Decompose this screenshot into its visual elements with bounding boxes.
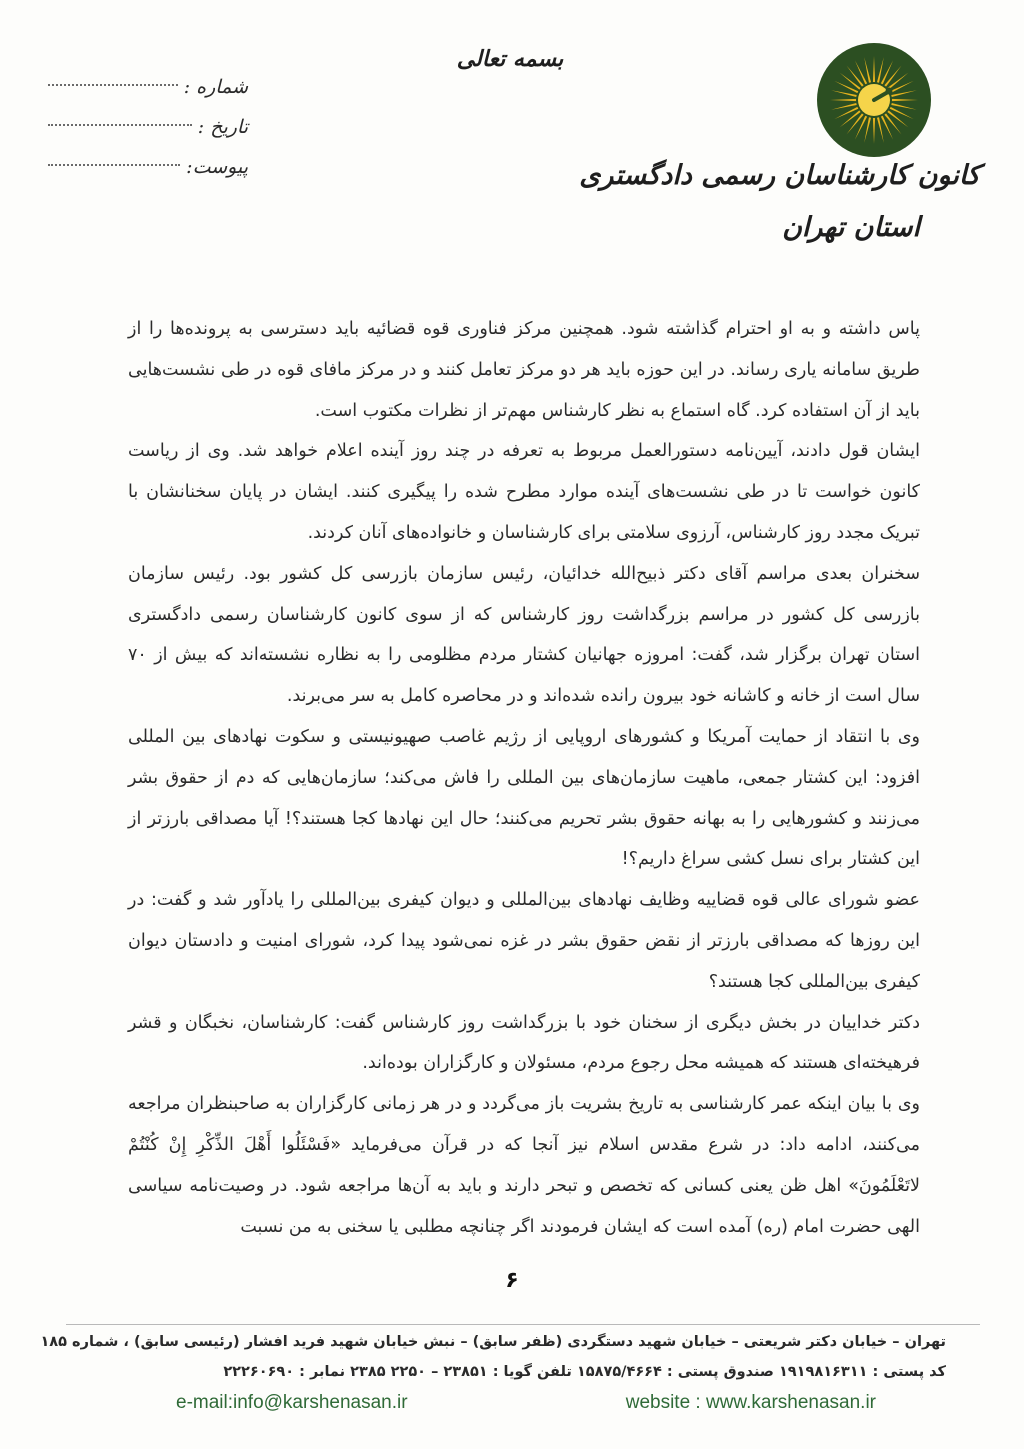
letter-body [128, 309, 920, 1247]
meta-date-row [48, 98, 248, 138]
meta-number-row [48, 58, 248, 98]
meta-number-label: شماره : [183, 76, 248, 98]
organization-branch: استان تهران [782, 212, 920, 243]
body-paragraph: عضو شورای عالی قوه قضاییه وظایف نهادهای بین‌المللی و دیوان کیفری بین‌المللی را یادآور شد و گفت: در این روزها که مصداقی بارزتر از نقض حقوق بشر در غزه نمی‌شود پیدا کرد، شورای امنیت و دادستان دیوان کیفری بین‌المللی کجا هستند؟ [128, 890, 920, 992]
body-paragraph: دکتر خداییان در بخش دیگری از سخنان خود با بزرگداشت روز کارشناس گفت: کارشناسان، نخبگان و قشر فرهیخته‌ای هستند که همیشه محل رجوع مردم، مسئولان و کارگزاران بوده‌اند. [128, 1012, 920, 1074]
body-paragraph: وی با انتقاد از حمایت آمریکا و کشورهای اروپایی از رژیم غاصب صهیونیستی و سکوت نهادهای بین المللی افزود: این کشتار جمعی، ماهیت سازمان‌های بین المللی را فاش می‌کند؛ سازمان‌هایی که دم از حقوق بشر می‌زنند و کشورهایی را به بهانه حقوق بشر تحریم می‌کنند؛ حال این نهادها کجا هستند؟! آیا مصداقی بارزتر از این کشتار برای نسل کشی سراغ داریم؟! [128, 726, 920, 870]
footer-email-link[interactable]: e-mail:info@karshenasan.ir [176, 1392, 408, 1413]
footer-address: تهران – خیابان دکتر شریعتی – خیابان شهید دستگردی (ظفر سابق) – نبش خیابان شهید فرید افشار (رئیسی سابق) ، شماره ۱۸۵ [40, 1334, 946, 1350]
letter-meta-fields [48, 58, 248, 178]
body-paragraph: پاس داشته و به او احترام گذاشته شود. همچنین مرکز فناوری قوه قضائیه باید دسترسی به پرونده‌ها را از طریق سامانه یاری رساند. در این حوزه باید هر دو مرکز تعامل کنند و در مرکز مافای قوه در طی نشست‌هایی باید از آن استفاده کرد. گاه استماع به نظر کارشناس مهم‌تر از نظرات مکتوب است. [128, 319, 920, 421]
footer-contact-numbers: کد پستی : ۱۹۱۹۸۱۶۳۱۱ صندوق پستی : ۱۵۸۷۵/۴۶۶۴ تلفن گویا : ۲۳۸۵۱ – ۲۲۵۰ ۲۳۸۵ نمابر : ۲۲۲۶۰۶۹۰ [223, 1364, 946, 1380]
organization-name: کانون کارشناسان رسمی دادگستری [579, 160, 980, 191]
meta-number-line [48, 83, 178, 86]
basmala-heading: بسمه تعالی [456, 46, 564, 72]
meta-date-line [48, 123, 192, 126]
body-paragraph: ایشان قول دادند، آیین‌نامه دستورالعمل مربوط به تعرفه در چند روز آینده اعلام خواهد شد. وی از ریاست کانون خواست تا در طی نشست‌های آینده موارد مطرح شده را پیگیری کنند. ایشان در پایان سخنانشان با تبریک مجدد روز کارشناس، آرزوی سلامتی برای کارشناسان و خانواده‌های آنان کردند. [128, 441, 920, 543]
page-number: ۶ [505, 1268, 519, 1293]
organization-logo-icon [816, 42, 932, 158]
meta-attachment-label: پیوست: [186, 156, 248, 178]
footer-divider [66, 1324, 980, 1325]
body-paragraph: وی با بیان اینکه عمر کارشناسی به تاریخ بشریت باز می‌گردد و در هر زمانی کارگزاران به صاحبنظران مراجعه می‌کنند، ادامه داد: در شرع مقدس اسلام نیز آنجا که در قرآن می‌فرماید «فَسْئَلُوا أَهْلَ الذِّكْرِ إِنْ كُنْتُمْ لاتَعْلَمُونَ» اهل ظن یعنی کسانی که تخصص و تبحر دارند و باید به آن‌ها مراجعه شود. در وصیت‌نامه سیاسی الهی حضرت امام (ره) آمده است که ایشان فرمودند اگر چنانچه مطلبی یا سخنی به من نسبت [128, 1094, 920, 1237]
meta-date-label: تاریخ : [197, 116, 248, 138]
meta-attachment-row [48, 138, 248, 178]
footer-web-line [176, 1392, 876, 1414]
meta-attachment-line [48, 163, 180, 166]
footer-website-link[interactable]: website : www.karshenasan.ir [625, 1392, 876, 1413]
body-paragraph: سخنران بعدی مراسم آقای دکتر ذبیح‌الله خدائیان، رئیس سازمان بازرسی کل کشور بود. رئیس سازمان بازرسی کل کشور در مراسم بزرگداشت روز کارشناس که از سوی کانون کارشناسان رسمی دادگستری استان تهران برگزار شد، گفت: امروزه جهانیان کشتار مردم مظلومی را به نظاره نشسته‌اند که بیش از ۷۰ سال است از خانه و کاشانه خود بیرون رانده شده‌اند و در محاصره کامل به سر می‌برند. [128, 563, 920, 707]
